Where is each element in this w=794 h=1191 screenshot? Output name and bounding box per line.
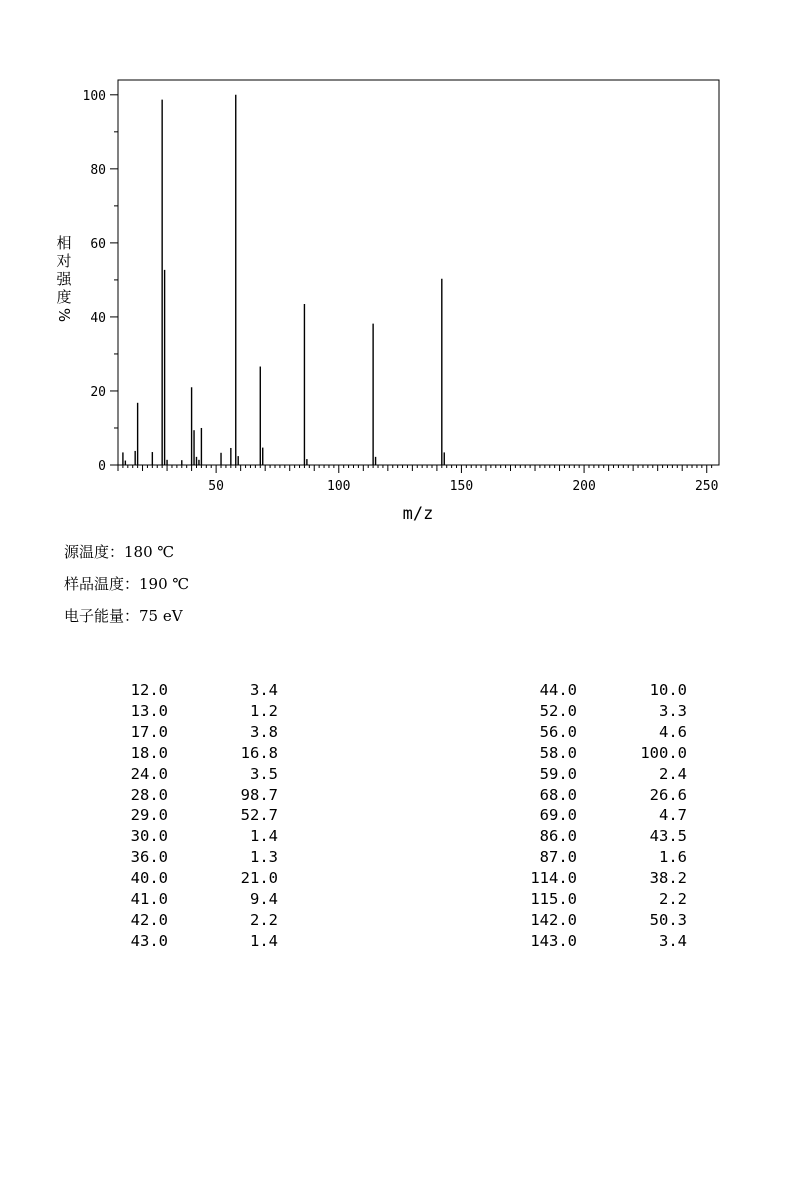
peak-row [100, 826, 278, 847]
peak-mz: 13.0 [130, 701, 168, 720]
peak-mz: 87.0 [539, 848, 577, 867]
y-tick-label: 0 [98, 459, 106, 474]
peak-mz: 114.0 [530, 869, 577, 888]
y-axis-title-char: 度 [56, 288, 72, 306]
peak-row [509, 847, 687, 868]
peak-mz: 58.0 [539, 743, 577, 762]
y-tick-label: 40 [90, 310, 106, 326]
peak-mz: 142.0 [530, 910, 577, 929]
y-axis-title-char: 强 [56, 270, 72, 288]
x-axis [118, 465, 718, 494]
peak-row [509, 805, 687, 826]
peak-mz: 24.0 [130, 764, 168, 783]
peak-mz: 115.0 [530, 890, 577, 909]
peak-mz: 42.0 [130, 910, 168, 929]
x-tick-label: 200 [572, 479, 596, 494]
peak-row [100, 910, 278, 931]
source-temperature [64, 541, 174, 562]
peak-abundance: 52.7 [240, 806, 278, 825]
y-tick-label: 20 [90, 384, 106, 400]
peak-abundance: 43.5 [649, 827, 687, 846]
peak-row [509, 764, 687, 785]
peak-bars [123, 95, 444, 465]
condition-label: 源温度： [64, 543, 125, 561]
peak-mz: 40.0 [130, 869, 168, 888]
peak-row [100, 805, 278, 826]
peak-row [509, 680, 687, 701]
peak-row [100, 722, 278, 743]
x-tick-label: 150 [449, 479, 474, 494]
peak-mz: 56.0 [539, 722, 577, 741]
peak-abundance: 3.3 [659, 701, 687, 720]
peak-row [100, 701, 278, 722]
peak-row [509, 889, 687, 910]
peak-mz: 59.0 [539, 764, 577, 783]
peak-abundance: 3.4 [250, 681, 278, 699]
y-axis-title-unit: % [55, 307, 73, 323]
x-tick-label: 250 [694, 479, 719, 494]
peak-abundance: 1.4 [250, 827, 278, 846]
peak-abundance: 4.7 [659, 806, 687, 825]
y-tick-label: 60 [90, 236, 106, 252]
peak-abundance: 1.6 [659, 848, 687, 867]
peak-abundance: 38.2 [649, 869, 687, 888]
peak-mz: 86.0 [539, 827, 577, 846]
peak-row [100, 743, 278, 764]
peak-row [100, 868, 278, 889]
peak-abundance: 98.7 [240, 785, 278, 804]
condition-label: 样品温度： [64, 575, 140, 593]
peak-row [100, 889, 278, 910]
peak-abundance: 2.2 [250, 910, 278, 929]
y-axis-title [54, 234, 74, 324]
peak-abundance: 21.0 [240, 869, 278, 888]
peak-mz: 69.0 [539, 806, 577, 825]
peak-row [509, 785, 687, 806]
peak-abundance: 50.3 [649, 910, 687, 929]
peak-abundance: 26.6 [649, 785, 687, 804]
peak-abundance: 1.2 [250, 701, 278, 720]
plot-frame [118, 80, 719, 465]
peak-mz: 18.0 [130, 743, 168, 762]
peak-mz: 52.0 [539, 701, 577, 720]
peak-mz: 12.0 [130, 681, 168, 699]
mass-spectrum-chart [0, 0, 794, 530]
peak-row [100, 931, 278, 952]
peak-row [509, 722, 687, 743]
condition-value: 190 ℃ [139, 575, 190, 593]
peak-abundance: 16.8 [240, 743, 278, 762]
peak-abundance: 10.0 [649, 681, 687, 699]
peak-abundance: 3.4 [659, 931, 687, 950]
peak-row [509, 910, 687, 931]
peak-mz: 68.0 [539, 785, 577, 804]
peak-mz: 28.0 [130, 785, 168, 804]
electron-energy [64, 605, 183, 626]
condition-value: 180 ℃ [124, 543, 175, 561]
peak-row [509, 826, 687, 847]
peak-abundance: 4.6 [659, 722, 687, 741]
condition-label: 电子能量： [64, 607, 140, 625]
x-tick-label: 50 [208, 479, 224, 494]
peak-table-left [100, 680, 278, 952]
peak-mz: 43.0 [130, 931, 168, 950]
peak-row [100, 680, 278, 701]
peak-abundance: 1.4 [250, 931, 278, 950]
peak-row [100, 785, 278, 806]
y-tick-label: 80 [90, 162, 106, 178]
peak-abundance: 9.4 [250, 890, 278, 909]
y-axis [83, 89, 118, 474]
y-tick-label: 100 [82, 88, 106, 104]
peak-mz: 44.0 [539, 681, 577, 699]
y-axis-title-char: 对 [56, 252, 72, 270]
peak-row [509, 743, 687, 764]
peak-abundance: 3.5 [250, 764, 278, 783]
peak-mz: 30.0 [130, 827, 168, 846]
x-axis-title: m/z [402, 504, 434, 524]
y-axis-title-char: 相 [56, 234, 72, 252]
peak-abundance: 3.8 [250, 722, 278, 741]
peak-row [509, 931, 687, 952]
peak-row [509, 701, 687, 722]
peak-mz: 36.0 [130, 848, 168, 867]
x-tick-label: 100 [327, 479, 351, 494]
peak-mz: 41.0 [130, 890, 168, 909]
peak-abundance: 2.2 [659, 890, 687, 909]
peak-mz: 17.0 [130, 722, 168, 741]
peak-row [100, 764, 278, 785]
sample-temperature [64, 573, 189, 594]
condition-value: 75 eV [139, 607, 183, 625]
peak-row [100, 847, 278, 868]
peak-row [509, 868, 687, 889]
peak-table-right [509, 680, 687, 952]
peak-abundance: 1.3 [250, 848, 278, 867]
peak-abundance: 2.4 [659, 764, 687, 783]
peak-abundance: 100.0 [640, 743, 687, 762]
peak-mz: 143.0 [530, 931, 577, 950]
peak-mz: 29.0 [130, 806, 168, 825]
